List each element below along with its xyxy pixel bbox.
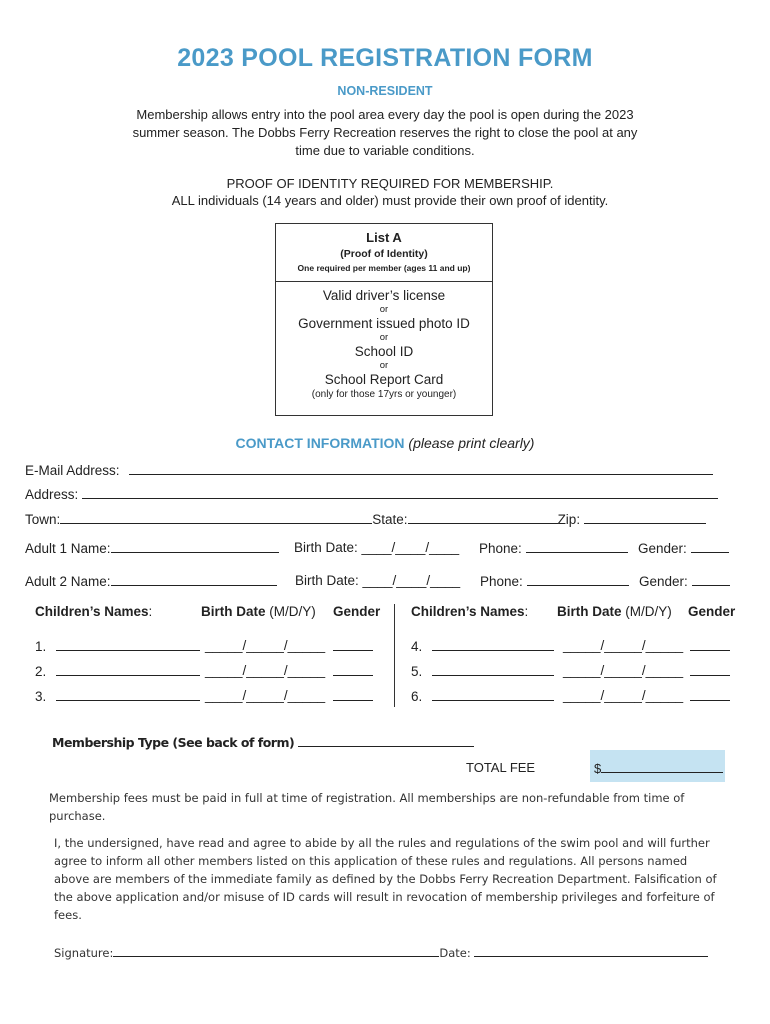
list-a-or: or xyxy=(379,304,389,315)
town-row xyxy=(25,511,706,527)
agreement-text: I, the undersigned, have read and agree to abide by all the rules and regulations of the swim pool and will further agree to inform all other members listed on this application of these rules and regulations. All persons named above are members of the immediate family as defined by the Dobbs Ferry Recreation Department. Falsification of the above application and/or misuse of ID cards will result in revocation of membership privileges and forfeiture of fees. xyxy=(54,836,717,922)
colon-text: : xyxy=(148,604,153,619)
children-names-header-right xyxy=(411,604,528,619)
list-a-title: List A xyxy=(366,230,402,245)
state-field[interactable] xyxy=(408,511,558,524)
child-number: 6. xyxy=(411,689,423,704)
list-a-or: or xyxy=(379,332,389,343)
zip-field[interactable] xyxy=(584,511,706,524)
child-5-birth-field[interactable]: _____/_____/_____ xyxy=(563,663,684,678)
proof-line-2: ALL individuals (14 years and older) must provide their own proof of identity. xyxy=(171,193,609,208)
child-6-name-field[interactable] xyxy=(432,688,554,701)
signature-field[interactable] xyxy=(113,944,439,957)
form-subtitle: NON-RESIDENT xyxy=(337,84,433,98)
children-names-header-left xyxy=(35,604,152,619)
child-row-6 xyxy=(411,688,554,704)
adult-2-phone-field[interactable] xyxy=(527,573,629,586)
adult-1-birth[interactable]: Birth Date: ____/____/____ xyxy=(294,540,460,555)
gender-label: Gender: xyxy=(638,541,687,556)
contact-title: CONTACT INFORMATION xyxy=(235,435,405,451)
child-row-4 xyxy=(411,638,554,654)
birth-header-left xyxy=(201,604,316,619)
adult-1-row xyxy=(25,540,279,556)
adult-2-birth[interactable]: Birth Date: ____/____/____ xyxy=(295,573,461,588)
child-row-5 xyxy=(411,663,554,679)
birth-header-text: Birth Date xyxy=(557,604,622,619)
date-field[interactable] xyxy=(474,944,708,957)
signature-row xyxy=(54,944,708,960)
child-4-name-field[interactable] xyxy=(432,638,554,651)
adult-1-phone-row xyxy=(479,540,628,556)
membership-type-row xyxy=(52,734,474,750)
list-a-or: or xyxy=(379,360,389,371)
child-2-birth-field[interactable]: _____/_____/_____ xyxy=(205,663,326,678)
child-row-3 xyxy=(35,688,200,704)
list-a-subtitle: (Proof of Identity) xyxy=(340,248,428,260)
list-a-option-4-note: (only for those 17yrs or younger) xyxy=(311,389,457,400)
form-title: 2023 POOL REGISTRATION FORM xyxy=(177,44,593,72)
address-label: Address: xyxy=(25,487,79,502)
adult-2-gender-field[interactable] xyxy=(692,573,730,586)
child-5-gender-field[interactable] xyxy=(690,663,730,676)
child-number: 2. xyxy=(35,664,47,679)
adult-2-phone-row xyxy=(480,573,629,589)
phone-label: Phone: xyxy=(479,541,522,556)
birth-format-text: (M/D/Y) xyxy=(265,604,316,619)
list-a-note: One required per member (ages 11 and up) xyxy=(297,263,471,273)
child-4-gender-field[interactable] xyxy=(690,638,730,651)
birth-header-text: Birth Date xyxy=(201,604,266,619)
child-2-gender-field[interactable] xyxy=(333,663,373,676)
state-label: State: xyxy=(372,512,408,527)
date-label: Date: xyxy=(439,946,471,960)
list-a-option-4: School Report Card xyxy=(324,372,444,387)
child-1-birth-field[interactable]: _____/_____/_____ xyxy=(205,638,326,653)
children-names-text: Children’s Names xyxy=(411,604,525,619)
list-a-box xyxy=(275,223,493,416)
list-a-option-1: Valid driver’s license xyxy=(322,288,446,303)
child-3-name-field[interactable] xyxy=(56,688,200,701)
zip-label: Zip: xyxy=(557,512,581,527)
total-fee-field[interactable] xyxy=(601,760,723,773)
child-4-birth-field[interactable]: _____/_____/_____ xyxy=(563,638,684,653)
children-names-text: Children’s Names xyxy=(35,604,149,619)
town-label: Town: xyxy=(25,512,61,527)
child-2-name-field[interactable] xyxy=(56,663,200,676)
email-field[interactable] xyxy=(129,462,713,475)
birth-header-right xyxy=(557,604,672,619)
child-6-birth-field[interactable]: _____/_____/_____ xyxy=(563,688,684,703)
gender-header-left: Gender xyxy=(333,604,381,619)
adult-2-gender-row xyxy=(639,573,730,589)
child-5-name-field[interactable] xyxy=(432,663,554,676)
list-a-header xyxy=(276,224,492,282)
address-row xyxy=(25,486,718,502)
child-number: 4. xyxy=(411,639,423,654)
child-number: 1. xyxy=(35,639,47,654)
colon-text: : xyxy=(524,604,529,619)
child-3-gender-field[interactable] xyxy=(333,688,373,701)
child-3-birth-field[interactable]: _____/_____/_____ xyxy=(205,688,326,703)
gender-header-right: Gender xyxy=(688,604,736,619)
list-a-option-3: School ID xyxy=(354,344,414,359)
fees-note: Membership fees must be paid in full at time of registration. All memberships are non-refundable from time of purchase. xyxy=(49,791,685,823)
adult-1-gender-field[interactable] xyxy=(691,540,729,553)
list-a-option-2: Government issued photo ID xyxy=(298,316,470,331)
email-row xyxy=(25,462,713,478)
adult-2-name-field[interactable] xyxy=(111,573,277,586)
town-field[interactable] xyxy=(60,511,372,524)
gender-label: Gender: xyxy=(639,574,688,589)
adult-1-gender-row xyxy=(638,540,729,556)
child-number: 3. xyxy=(35,689,47,704)
intro-text: Membership allows entry into the pool area every day the pool is open during the 2023 summer season. The Dobbs Ferry Recreation reserves the right to close the pool at any time due to variable conditions. xyxy=(132,107,638,158)
total-fee-field-row xyxy=(594,760,723,776)
child-row-2 xyxy=(35,663,200,679)
adult-2-label: Adult 2 Name: xyxy=(25,574,111,589)
children-divider xyxy=(394,604,395,707)
child-row-1 xyxy=(35,638,200,654)
signature-label: Signature: xyxy=(54,946,114,960)
membership-type-label: Membership Type (See back of form) xyxy=(52,735,295,750)
adult-2-row xyxy=(25,573,277,589)
child-1-name-field[interactable] xyxy=(56,638,200,651)
dollar-sign: $ xyxy=(594,761,602,776)
contact-note: (please print clearly) xyxy=(408,435,535,451)
membership-type-field[interactable] xyxy=(298,734,474,747)
address-field[interactable] xyxy=(82,486,718,499)
child-1-gender-field[interactable] xyxy=(333,638,373,651)
total-fee-label: TOTAL FEE xyxy=(466,760,536,775)
adult-1-label: Adult 1 Name: xyxy=(25,541,111,556)
birth-format-text: (M/D/Y) xyxy=(621,604,672,619)
contact-heading xyxy=(0,435,770,451)
phone-label: Phone: xyxy=(480,574,523,589)
email-label: E-Mail Address: xyxy=(25,463,120,478)
adult-1-phone-field[interactable] xyxy=(526,540,628,553)
proof-line-1: PROOF OF IDENTITY REQUIRED FOR MEMBERSHIP. xyxy=(226,176,554,191)
child-6-gender-field[interactable] xyxy=(690,688,730,701)
child-number: 5. xyxy=(411,664,423,679)
adult-1-name-field[interactable] xyxy=(111,540,279,553)
proof-notice xyxy=(100,175,680,209)
